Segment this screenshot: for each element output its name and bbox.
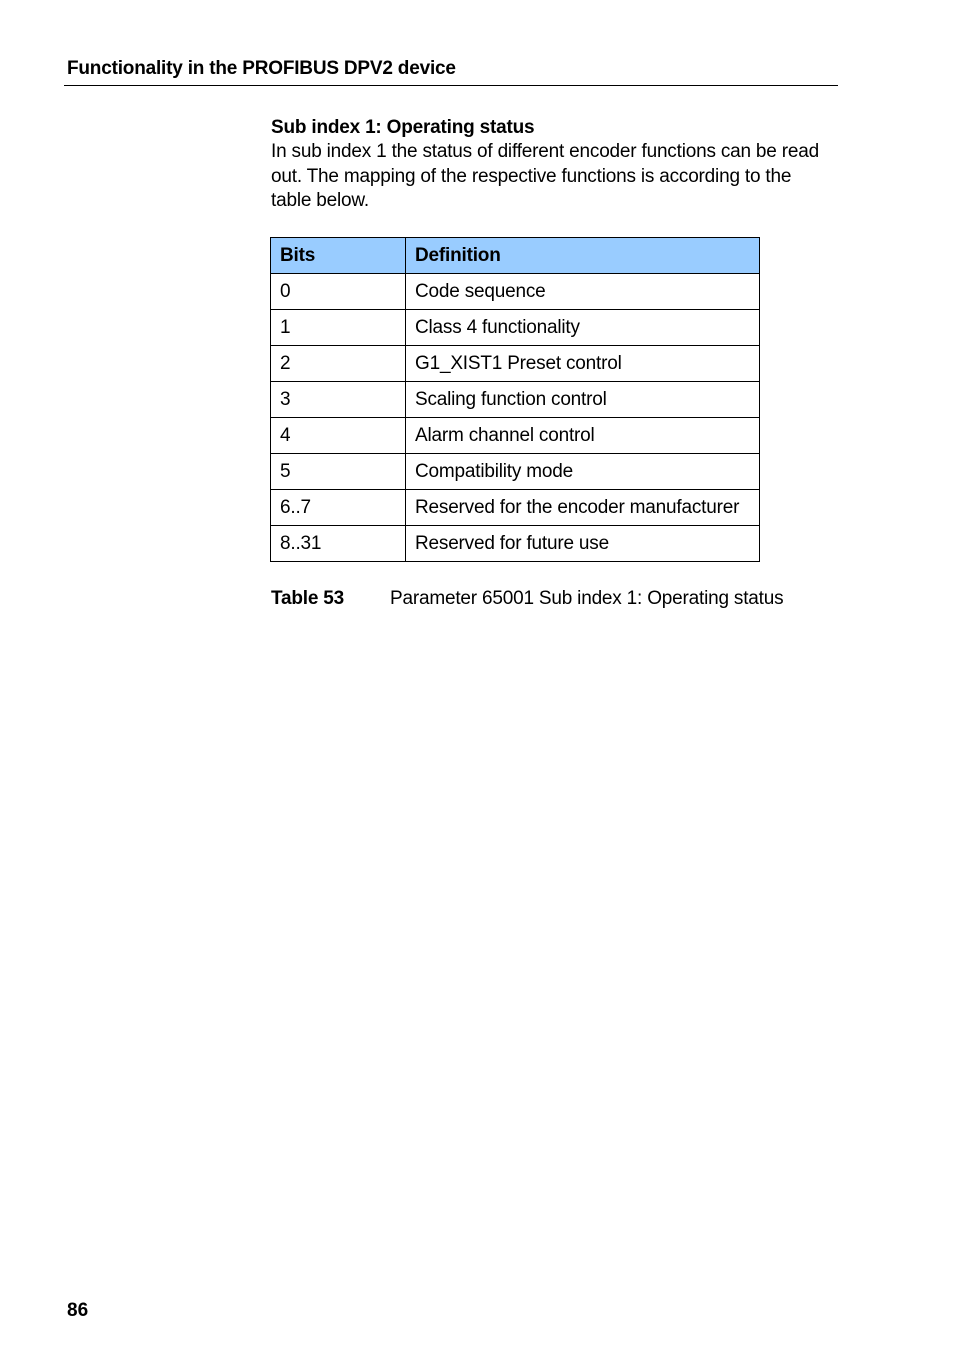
bits-cell: 2 [271, 346, 406, 382]
section-body: In sub index 1 the status of different encoder functions can be read out. The mapping of the respective functions is according to the table below. [271, 141, 819, 211]
bits-cell: 5 [271, 454, 406, 490]
definition-cell: Scaling function control [406, 382, 760, 418]
bits-cell: 0 [271, 274, 406, 310]
definition-cell: Alarm channel control [406, 418, 760, 454]
table-row [271, 418, 760, 454]
definition-cell: Reserved for the encoder manufacturer [406, 490, 760, 526]
running-header: Functionality in the PROFIBUS DPV2 device [67, 58, 456, 79]
section-heading: Sub index 1: Operating status [271, 117, 535, 138]
table-header-row [271, 238, 760, 274]
page-number: 86 [67, 1300, 89, 1321]
column-header-bits: Bits [271, 238, 406, 274]
header-divider [64, 85, 838, 86]
caption-label: Table 53 [271, 588, 345, 609]
table-row [271, 490, 760, 526]
definition-cell: Compatibility mode [406, 454, 760, 490]
definition-cell: Reserved for future use [406, 526, 760, 562]
table-caption [271, 588, 783, 610]
bits-cell: 3 [271, 382, 406, 418]
section [271, 116, 831, 214]
caption-text: Parameter 65001 Sub index 1: Operating status [390, 588, 784, 609]
bits-cell: 1 [271, 310, 406, 346]
table-row [271, 346, 760, 382]
definition-cell: Code sequence [406, 274, 760, 310]
definition-cell: G1_XIST1 Preset control [406, 346, 760, 382]
table-row [271, 454, 760, 490]
table-row [271, 382, 760, 418]
column-header-definition: Definition [406, 238, 760, 274]
bits-cell: 4 [271, 418, 406, 454]
table-row [271, 310, 760, 346]
definition-cell: Class 4 functionality [406, 310, 760, 346]
bits-cell: 6..7 [271, 490, 406, 526]
bits-cell: 8..31 [271, 526, 406, 562]
table-row [271, 526, 760, 562]
table-row [271, 274, 760, 310]
operating-status-table [270, 237, 760, 562]
